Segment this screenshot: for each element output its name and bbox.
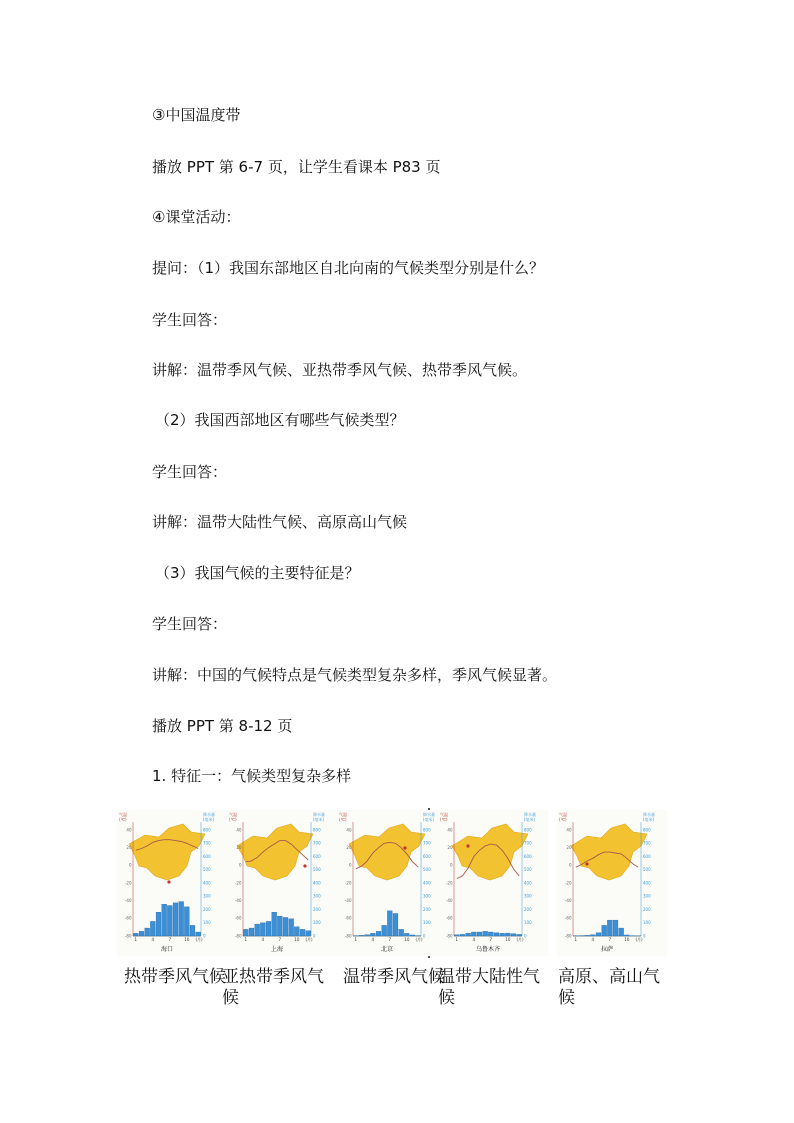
ppt-instruction: 播放 PPT 第 6-7 页，让学生看课本 P83 页 [152,158,441,176]
month-unit-label: (月) [305,937,313,942]
month-tick-label: 4 [472,937,476,942]
city-name: 北京 [380,946,394,953]
city-marker [466,844,469,847]
precip-bar [466,933,471,936]
precip-tick-label: 300 [643,893,651,899]
climate-chart-4 [438,810,548,956]
precip-bar [266,921,271,936]
month-tick-label: 1 [244,937,248,942]
temp-axis-unit: (℃) [339,817,347,822]
precip-tick-label: 600 [423,853,431,859]
month-tick-label: 10 [294,937,300,942]
precip-axis-unit: (毫米) [313,817,325,822]
precip-axis-title: 降水量 [313,812,325,817]
city-name: 海口 [160,946,174,953]
precip-bar [382,925,387,936]
precip-tick-label: 400 [203,880,211,886]
precip-tick-label: 500 [524,867,532,873]
precip-tick-label: 600 [313,853,321,859]
precip-bar [471,932,476,936]
month-tick-label: 4 [261,937,265,942]
month-tick-label: 1 [455,937,459,942]
precip-bar [585,935,590,936]
precip-bar [602,925,607,936]
precip-bar [162,904,167,936]
month-tick-label: 7 [388,937,392,942]
precip-bar [500,933,505,936]
student-answer-3: 学生回答： [152,615,228,633]
precip-tick-label: 0 [524,933,527,939]
city-name: 乌鲁木齐 [475,946,501,953]
temp-tick-label: -80 [344,933,352,939]
city-marker [303,864,306,867]
precip-tick-label: 400 [524,880,532,886]
precip-tick-label: 300 [313,893,321,899]
city-name: 拉萨 [600,946,614,953]
temp-tick-label: 0 [568,862,572,868]
precip-bar [517,934,522,936]
temp-tick-label: -80 [234,933,242,939]
precip-tick-label: 500 [313,867,321,873]
month-unit-label: (月) [415,937,423,942]
temp-tick-label: 0 [238,862,242,868]
precip-bar [294,927,299,936]
month-tick-label: 10 [184,937,190,942]
month-tick-label: 10 [404,937,410,942]
precip-bar [190,925,195,936]
precip-bar [596,933,601,936]
precip-bar [272,912,277,936]
temp-tick-label: 40 [447,827,453,833]
temp-tick-label: -60 [445,915,453,921]
precip-bar [619,928,624,936]
precip-bar [404,933,409,936]
precip-bar [196,932,201,936]
temp-tick-label: 40 [346,827,352,833]
climate-chart-svg [227,810,337,956]
temp-tick-label: -60 [124,915,132,921]
precip-bar [370,933,375,936]
precip-bar [306,931,311,936]
precip-tick-label: 800 [203,827,211,833]
month-unit-label: (月) [635,937,643,942]
temp-tick-label: -60 [564,915,572,921]
temp-axis-unit: (℃) [440,817,448,822]
precip-bar [243,929,248,936]
temp-tick-label: 0 [449,862,453,868]
precip-bar [387,911,392,936]
precip-tick-label: 200 [643,906,651,912]
precip-tick-label: 300 [203,893,211,899]
precip-bar [607,920,612,936]
precip-tick-label: 0 [423,933,426,939]
temp-tick-label: 0 [348,862,352,868]
precip-axis-title: 降水量 [643,812,655,817]
precip-bar [249,928,254,936]
climate-chart-svg [337,810,447,956]
precip-bar [483,931,488,936]
climate-type-caption: 亚热带季风气候 [222,967,324,1008]
precip-bar [511,934,516,936]
precip-tick-label: 200 [524,906,532,912]
precip-tick-label: 600 [643,853,651,859]
temp-tick-label: -60 [234,915,242,921]
climate-chart-2 [227,810,337,956]
student-answer-2: 学生回答： [152,463,228,481]
temp-tick-label: -40 [344,897,352,903]
climate-chart-3 [337,810,447,956]
climate-type-caption: 高原、高山气候 [558,967,660,1008]
precip-tick-label: 100 [203,920,211,926]
precip-tick-label: 100 [524,920,532,926]
precip-tick-label: 200 [203,906,211,912]
month-tick-label: 4 [151,937,155,942]
precip-bar [255,924,260,936]
precip-bar [393,913,398,936]
precip-bar [590,935,595,936]
precip-bar [454,935,459,936]
temp-tick-label: 20 [346,844,352,850]
precip-tick-label: 800 [423,827,431,833]
precip-bar [179,902,184,936]
month-tick-label: 7 [489,937,493,942]
month-tick-label: 1 [354,937,358,942]
temp-tick-label: -40 [564,897,572,903]
precip-bar [365,935,370,936]
climate-chart-svg [557,810,667,956]
temp-tick-label: 40 [236,827,242,833]
explanation-2: 讲解：温带大陆性气候、高原高山气候 [152,513,408,531]
precip-bar [624,935,629,936]
precip-axis-unit: (毫米) [643,817,655,822]
precip-bar [184,907,189,936]
precip-tick-label: 0 [313,933,316,939]
temp-tick-label: -20 [234,880,242,886]
section-heading: ③中国温度带 [152,106,241,124]
precip-tick-label: 300 [423,893,431,899]
explanation-1: 讲解：温带季风气候、亚热带季风气候、热带季风气候。 [152,361,528,379]
precip-bar [300,929,305,936]
climate-chart-svg [438,810,548,956]
precip-tick-label: 0 [643,933,646,939]
temp-tick-label: 20 [566,844,572,850]
temp-tick-label: -80 [564,933,572,939]
month-tick-label: 7 [168,937,172,942]
precip-axis-title: 降水量 [203,812,215,817]
explanation-3: 讲解：中国的气候特点是气候类型复杂多样，季风气候显著。 [152,666,558,684]
precip-bar [460,934,465,936]
precip-bar [505,933,510,936]
china-map-shape [237,824,313,880]
precip-tick-label: 700 [203,840,211,846]
question-2: （2）我国西部地区有哪些气候类型？ [155,411,405,429]
temp-tick-label: 20 [126,844,132,850]
precip-bar [399,929,404,936]
month-tick-label: 7 [608,937,612,942]
precip-tick-label: 100 [423,920,431,926]
month-unit-label: (月) [195,937,203,942]
student-answer-1: 学生回答： [152,311,228,329]
precip-bar [283,917,288,936]
precip-bar [494,933,499,936]
climate-type-caption: 热带季风气候 [124,967,226,987]
climate-chart-svg [117,810,227,956]
precip-bar [277,916,282,936]
precip-tick-label: 400 [643,880,651,886]
precip-axis-unit: (毫米) [423,817,435,822]
precip-tick-label: 500 [423,867,431,873]
temp-axis-unit: (℃) [559,817,567,822]
temp-tick-label: 20 [236,844,242,850]
precip-bar [260,923,265,936]
precip-bar [150,921,155,936]
precip-tick-label: 800 [313,827,321,833]
ppt-instruction-2: 播放 PPT 第 8-12 页 [152,717,293,735]
climate-type-caption: 温带大陆性气候 [438,967,540,1008]
precip-tick-label: 500 [203,867,211,873]
precip-bar [613,920,618,936]
precip-axis-title: 降水量 [423,812,435,817]
precip-bar [410,935,415,936]
precip-tick-label: 400 [313,880,321,886]
temp-tick-label: 0 [128,862,132,868]
precip-axis-title: 降水量 [524,812,536,817]
city-marker [585,862,588,865]
precip-tick-label: 800 [524,827,532,833]
temp-tick-label: -20 [445,880,453,886]
precip-bar [488,932,493,936]
climate-chart-group [117,810,677,1015]
temp-tick-label: -20 [124,880,132,886]
precip-bar [376,931,381,936]
city-marker [167,880,170,883]
precip-tick-label: 400 [423,880,431,886]
china-map-shape [129,824,205,880]
precip-tick-label: 200 [313,906,321,912]
temp-axis-unit: (℃) [229,817,237,822]
precip-tick-label: 200 [423,906,431,912]
temp-tick-label: 20 [447,844,453,850]
city-name: 上海 [270,946,284,953]
month-tick-label: 7 [278,937,282,942]
temp-axis-title: 气温 [229,812,237,817]
temp-axis-title: 气温 [559,812,567,817]
precip-bar [133,933,138,936]
precip-bar [139,931,144,936]
climate-type-caption: 温带季风气候 [343,967,445,987]
temp-tick-label: -80 [124,933,132,939]
month-tick-label: 4 [591,937,595,942]
precip-bar [289,919,294,936]
question-1: 提问：（1）我国东部地区自北向南的气候类型分别是什么？ [152,259,545,277]
temp-tick-label: -80 [445,933,453,939]
precip-tick-label: 100 [643,920,651,926]
precip-bar [477,932,482,936]
precip-tick-label: 700 [643,840,651,846]
temp-tick-label: -60 [344,915,352,921]
activity-heading: ④课堂活动： [152,208,241,226]
month-tick-label: 1 [134,937,138,942]
precip-axis-unit: (毫米) [524,817,536,822]
temp-axis-title: 气温 [440,812,448,817]
month-tick-label: 10 [624,937,630,942]
climate-chart-1 [117,810,227,956]
precip-tick-label: 800 [643,827,651,833]
precip-axis-unit: (毫米) [203,817,215,822]
feature-heading: 1. 特征一：气候类型复杂多样 [152,767,352,785]
precip-tick-label: 100 [313,920,321,926]
precip-tick-label: 700 [524,840,532,846]
temp-tick-label: -40 [124,897,132,903]
temp-axis-title: 气温 [119,812,127,817]
precip-tick-label: 700 [423,840,431,846]
temp-tick-label: -20 [344,880,352,886]
precip-bar [145,928,150,936]
temp-tick-label: 40 [566,827,572,833]
temp-tick-label: -40 [445,897,453,903]
month-unit-label: (月) [516,937,524,942]
precip-tick-label: 300 [524,893,532,899]
temp-axis-unit: (℃) [119,817,127,822]
city-marker [403,846,406,849]
temp-tick-label: -20 [564,880,572,886]
temp-axis-title: 气温 [339,812,347,817]
precip-tick-label: 600 [524,853,532,859]
precip-tick-label: 500 [643,867,651,873]
month-tick-label: 4 [371,937,375,942]
precip-bar [156,912,161,936]
precip-bar [167,906,172,936]
month-tick-label: 10 [505,937,511,942]
precip-tick-label: 0 [203,933,206,939]
precip-bar [173,903,178,936]
temp-tick-label: -40 [234,897,242,903]
precip-tick-label: 600 [203,853,211,859]
climate-chart-5 [557,810,667,956]
precip-tick-label: 700 [313,840,321,846]
question-3: （3）我国气候的主要特征是？ [155,564,360,582]
month-tick-label: 1 [574,937,578,942]
temp-tick-label: 40 [126,827,132,833]
china-map-shape [349,824,425,880]
precip-bar [359,935,364,936]
